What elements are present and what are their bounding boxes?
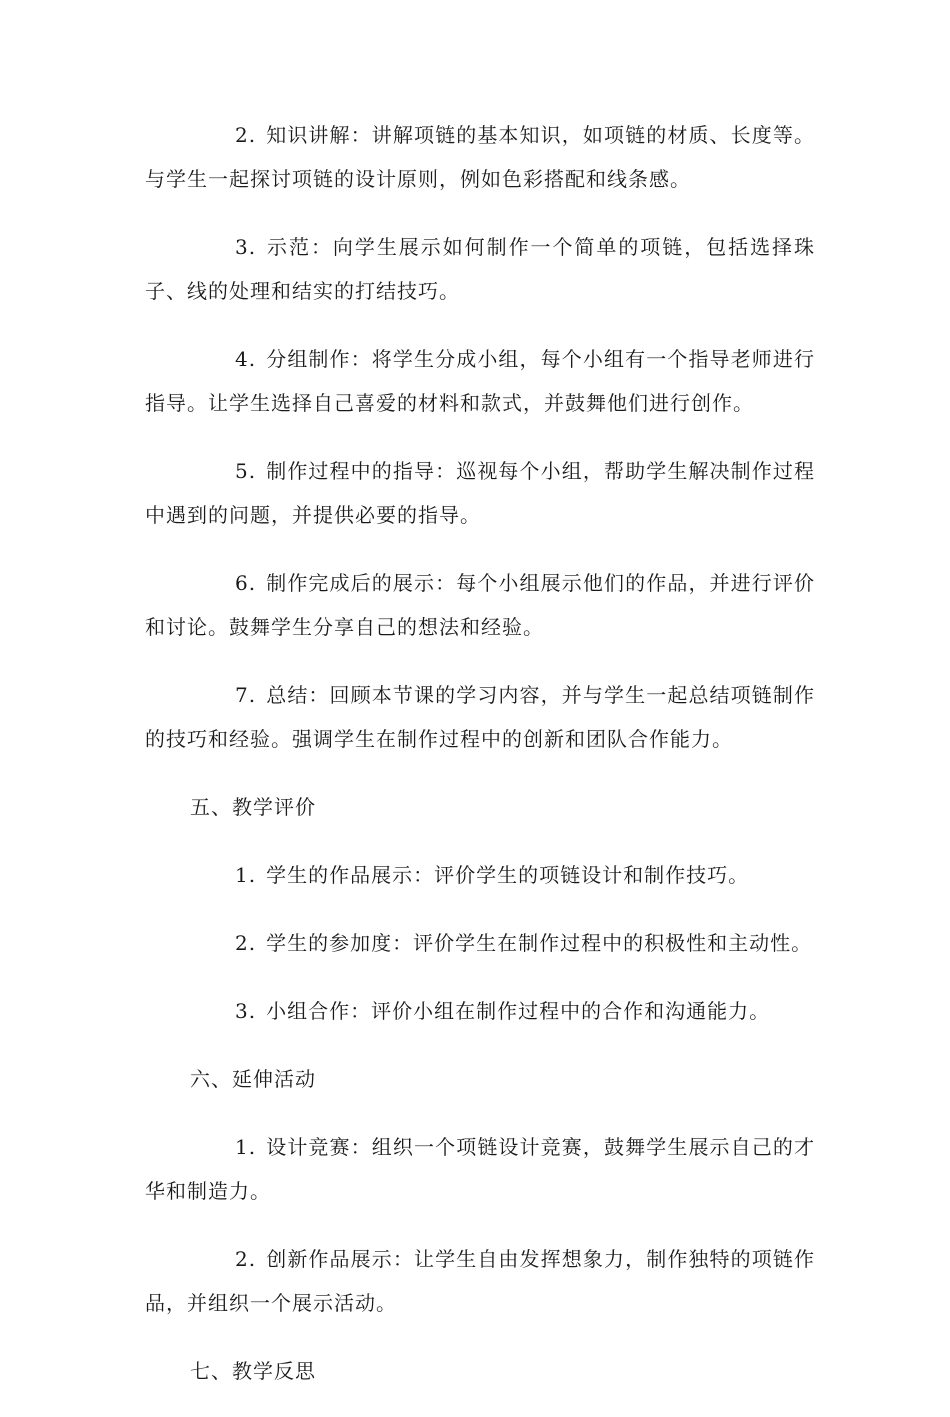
item-number: 2. — [235, 931, 257, 955]
section-heading-extension: 六、延伸活动 — [190, 1067, 316, 1091]
item-text: 分组制作：将学生分成小组，每个小组有一个指导老师进行指导。让学生选择自己喜爱的材料和款式，并鼓舞他们进行创作。 — [145, 347, 815, 415]
extension-item-2 — [145, 1237, 815, 1325]
item-number: 2. — [235, 1247, 257, 1271]
paragraph-item-7 — [145, 673, 815, 761]
item-number: 7. — [235, 683, 257, 707]
section-heading-reflection: 七、教学反思 — [190, 1359, 316, 1383]
item-number: 2. — [235, 123, 257, 147]
item-number: 5. — [235, 459, 257, 483]
document-body — [145, 113, 815, 1417]
item-text: 学生的参加度：评价学生在制作过程中的积极性和主动性。 — [266, 931, 813, 955]
item-text: 小组合作：评价小组在制作过程中的合作和沟通能力。 — [266, 999, 771, 1023]
extension-item-1 — [145, 1125, 815, 1213]
item-text: 学生的作品展示：评价学生的项链设计和制作技巧。 — [266, 863, 750, 887]
item-number: 1. — [235, 1135, 257, 1159]
paragraph-item-4 — [145, 337, 815, 425]
item-text: 总结：回顾本节课的学习内容，并与学生一起总结项链制作的技巧和经验。强调学生在制作过程中的创新和团队合作能力。 — [145, 683, 815, 751]
item-text: 制作完成后的展示：每个小组展示他们的作品，并进行评价和讨论。鼓舞学生分享自己的想法和经验。 — [145, 571, 815, 639]
item-text: 制作过程中的指导：巡视每个小组，帮助学生解决制作过程中遇到的问题，并提供必要的指导。 — [145, 459, 815, 527]
item-text: 创新作品展示：让学生自由发挥想象力，制作独特的项链作品，并组织一个展示活动。 — [145, 1247, 815, 1315]
item-number: 6. — [235, 571, 257, 595]
paragraph-item-2 — [145, 113, 815, 201]
item-number: 3. — [235, 235, 257, 259]
evaluation-item-2 — [145, 921, 815, 965]
item-text: 知识讲解：讲解项链的基本知识，如项链的材质、长度等。与学生一起探讨项链的设计原则，例如色彩搭配和线条感。 — [145, 123, 815, 191]
item-number: 3. — [235, 999, 257, 1023]
paragraph-item-5 — [145, 449, 815, 537]
item-text: 示范：向学生展示如何制作一个简单的项链，包括选择珠子、线的处理和结实的打结技巧。 — [145, 235, 815, 303]
item-number: 4. — [235, 347, 257, 371]
evaluation-item-3 — [145, 989, 815, 1033]
section-heading-evaluation: 五、教学评价 — [190, 795, 316, 819]
item-number: 1. — [235, 863, 257, 887]
evaluation-item-1 — [145, 853, 815, 897]
item-text: 设计竞赛：组织一个项链设计竞赛，鼓舞学生展示自己的才华和制造力。 — [145, 1135, 815, 1203]
paragraph-item-6 — [145, 561, 815, 649]
paragraph-item-3 — [145, 225, 815, 313]
